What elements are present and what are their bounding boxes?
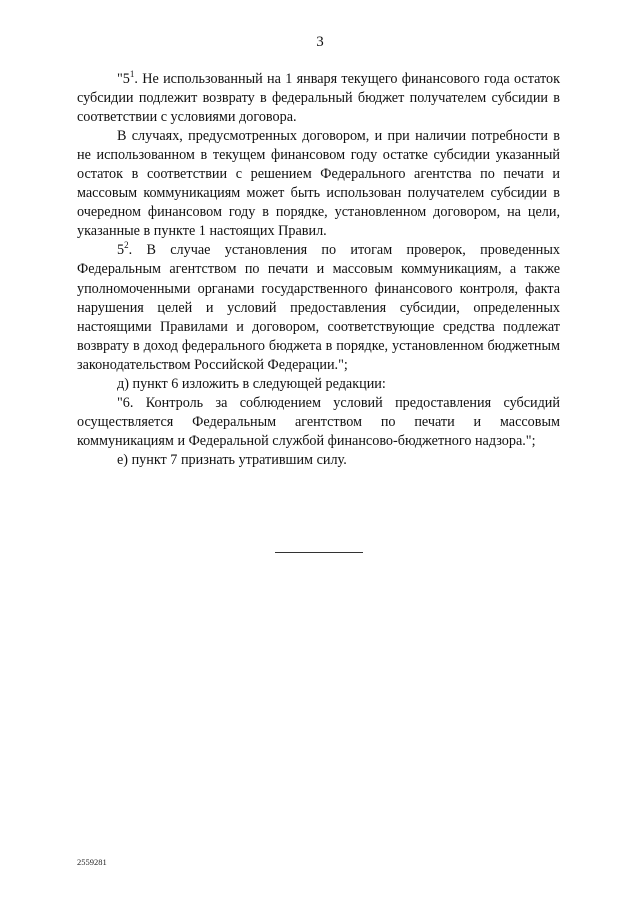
paragraph-superscript: 1 [129, 69, 135, 79]
paragraph-item-d: д) пункт 6 изложить в следующей редакции: [117, 375, 386, 392]
paragraph-superscript: 2 [124, 240, 129, 251]
paragraph-item-e: е) пункт 7 признать утратившим силу. [117, 451, 347, 468]
paragraph-text: . В случае установления по итогам проверок, проведенных Федеральным агентством по печати и массовым коммуникациям, а также уполномоченными органами государственного финансового контроля, факта нарушения целей и условий предоставления субсидии, определенных настоящими Правилами и договором, соответствующие средства подлежат возврату в доход федерального бюджета в порядке, установленном бюджетным законодательством Российской Федерации."; [77, 242, 560, 373]
document-code: 2559281 [77, 857, 107, 867]
page-number: 3 [316, 34, 324, 50]
paragraph-remaining-balance: В случаях, предусмотренных договором, и при наличии потребности в не использованном в текущем финансовом году остатке субсидии указанный остаток в соответствии с решением Федерального агентства по печати и массовым коммуникациям может быть использован получателем субсидии в очередном финансовом году в порядке, установленном договором, на цели, указанные в пункте 1 настоящих Правил. [77, 128, 560, 240]
paragraph-point-6: "6. Контроль за соблюдением условий предоставления субсидий осуществляется Федеральным агентством по печати и массовым коммуникациям и Федеральной службой финансово-бюджетного надзора."; [77, 394, 560, 449]
paragraph-text: . Не использованный на 1 января текущего финансового года остаток субсидии подлежит возврату в федеральный бюджет получателем субсидии в соответствии с условиями договора. [77, 71, 560, 126]
paragraph-5-2 [77, 241, 560, 374]
paragraph-5-1 [77, 70, 560, 127]
end-divider [275, 552, 363, 553]
paragraph-prefix: "5 [117, 71, 130, 87]
document-body [77, 70, 560, 470]
paragraph-prefix: 5 [117, 242, 125, 259]
